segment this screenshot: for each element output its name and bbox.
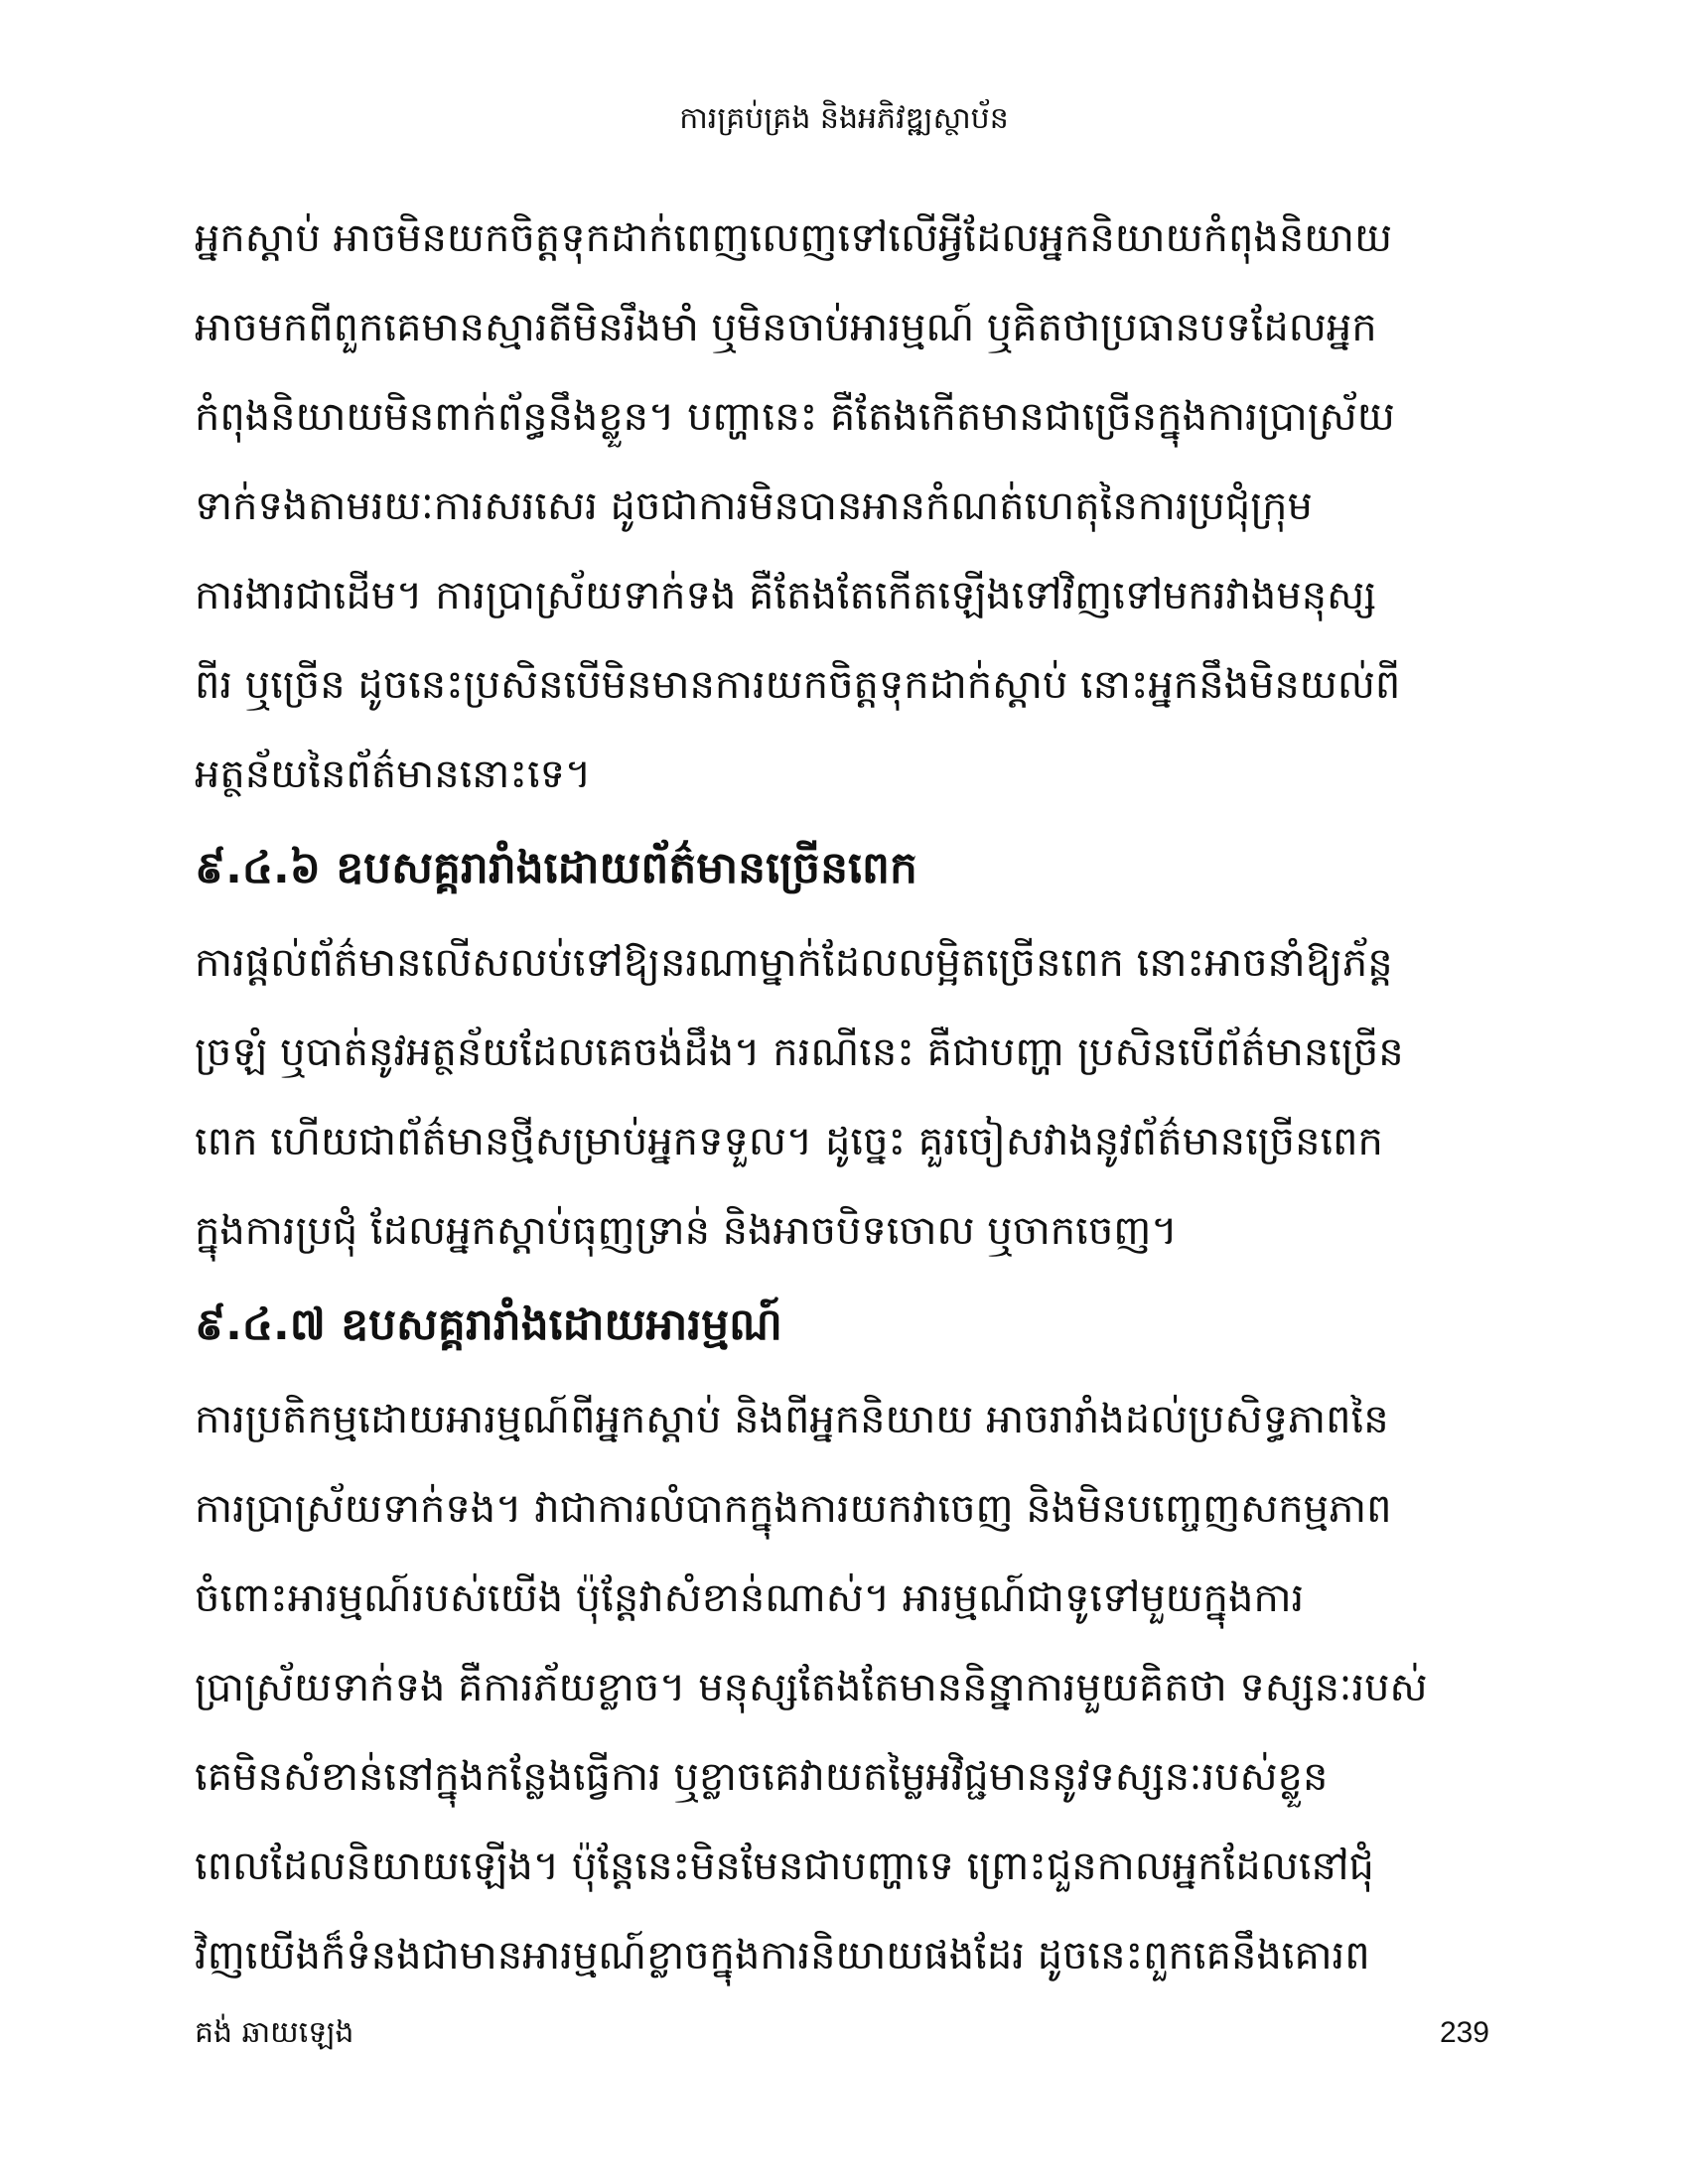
paragraph-intro — [195, 194, 1485, 819]
text-line: ប្រាស្រ័យទាក់ទង គឺការភ័យខ្លាច។ មនុស្សតែងតែមាននិន្នាការមួយគិតថា ទស្សនៈរបស់ — [195, 1665, 1428, 1710]
text-line: វិញយើងក៏ទំនងជាមានអារម្មណ៍ខ្លាចក្នុងការនិយាយផងដែរ ដូចនេះពួកគេនឹងគោរព — [195, 1933, 1370, 1979]
text-line: កំពុងនិយាយមិនពាក់ព័ន្ធនឹងខ្លួន។ បញ្ហានេះ គឺតែងកើតមានជាច្រើនក្នុងការប្រាស្រ័យ — [195, 394, 1395, 440]
text-line: ច្រឡំ ឬបាត់នូវអត្ថន័យដែលគេចង់ដឹង។ ករណីនេះ គឺជាបញ្ហា ប្រសិនបើព័ត៌មានច្រើន — [195, 1029, 1404, 1075]
running-header: ការគ្រប់គ្រង និងអភិវឌ្ឍស្ថាប័ន — [679, 101, 1009, 136]
text-line: អ្នកស្តាប់ អាចមិនយកចិត្តទុកដាក់ពេញលេញទៅលើអ្វីដែលអ្នកនិយាយកំពុងនិយាយ — [195, 215, 1393, 261]
text-line: ការប្រតិកម្មដោយអារម្មណ៍ពីអ្នកស្តាប់ និងពីអ្នកនិយាយ អាចរារាំងដល់ប្រសិទ្ធភាពនៃ — [195, 1397, 1389, 1442]
section-heading-emotion-barrier: ៩.៤.៧ ឧបសគ្គរារាំងដោយអារម្មណ៍ — [195, 1299, 782, 1350]
text-line: ចំពោះអារម្មណ៍របស់យើង ប៉ុន្តែវាសំខាន់ណាស់។ អារម្មណ៍ជាទូទៅមួយក្នុងការ — [195, 1575, 1305, 1621]
text-line: ពេលដែលនិយាយឡើង។ ប៉ុន្តែនេះមិនមែនជាបញ្ហាទេ ព្រោះជួនកាលអ្នកដែលនៅជុំ — [195, 1843, 1374, 1889]
text-line: អត្ថន័យនៃព័ត៌មាននោះទេ។ — [195, 751, 592, 797]
paragraph-emotion-barrier — [195, 1375, 1485, 2000]
section-heading-information-overload: ៩.៤.៦ ឧបសគ្គរារាំងដោយព័ត៌មានច្រើនពេក — [195, 843, 917, 893]
text-line: ការប្រាស្រ័យទាក់ទង។ វាជាការលំបាកក្នុងការយកវាចេញ និងមិនបញ្ចេញសកម្មភាព — [195, 1486, 1392, 1532]
text-line: ក្នុងការប្រជុំ ដែលអ្នកស្តាប់ធុញទ្រាន់ និងអាចបិទចោល ឬចាកចេញ។ — [195, 1208, 1178, 1254]
page-body — [195, 194, 1485, 2000]
text-line: ការងារជាដើម។ ការប្រាស្រ័យទាក់ទង គឺតែងតែកើតឡើងទៅវិញទៅមករវាងមនុស្ស — [195, 573, 1377, 618]
text-line: គេមិនសំខាន់នៅក្នុងកន្លែងធ្វើការ ឬខ្លាចគេវាយតម្លៃអវិជ្ជមាននូវទស្សនៈរបស់ខ្លួន — [195, 1754, 1329, 1800]
footer-author: គង់ ឆាយឡេង — [195, 2015, 354, 2050]
paragraph-information-overload — [195, 918, 1485, 1276]
text-line: ពីរ ឬច្រើន ដូចនេះប្រសិនបើមិនមានការយកចិត្តទុកដាក់ស្តាប់ នោះអ្នកនឹងមិនយល់ពី — [195, 662, 1401, 708]
page-number: 239 — [1439, 2016, 1489, 2049]
text-line: ពេក ហើយជាព័ត៌មានថ្មីសម្រាប់អ្នកទទួល។ ដូច្នេះ គួរចៀសវាងនូវព័ត៌មានច្រើនពេក — [195, 1119, 1383, 1164]
text-line: អាចមកពីពួកគេមានស្មារតីមិនរឹងមាំ ឬមិនចាប់អារម្មណ៍ ឬគិតថាប្រធានបទដែលអ្នក — [195, 305, 1377, 350]
text-line: ការផ្តល់ព័ត៌មានលើសលប់ទៅឱ្យនរណាម្នាក់ដែលលម្អិតច្រើនពេក នោះអាចនាំឱ្យភ័ន្ត — [195, 940, 1393, 986]
text-line: ទាក់ទងតាមរយៈការសរសេរ ដូចជាការមិនបានអានកំណត់ហេតុនៃការប្រជុំក្រុម — [195, 483, 1313, 529]
